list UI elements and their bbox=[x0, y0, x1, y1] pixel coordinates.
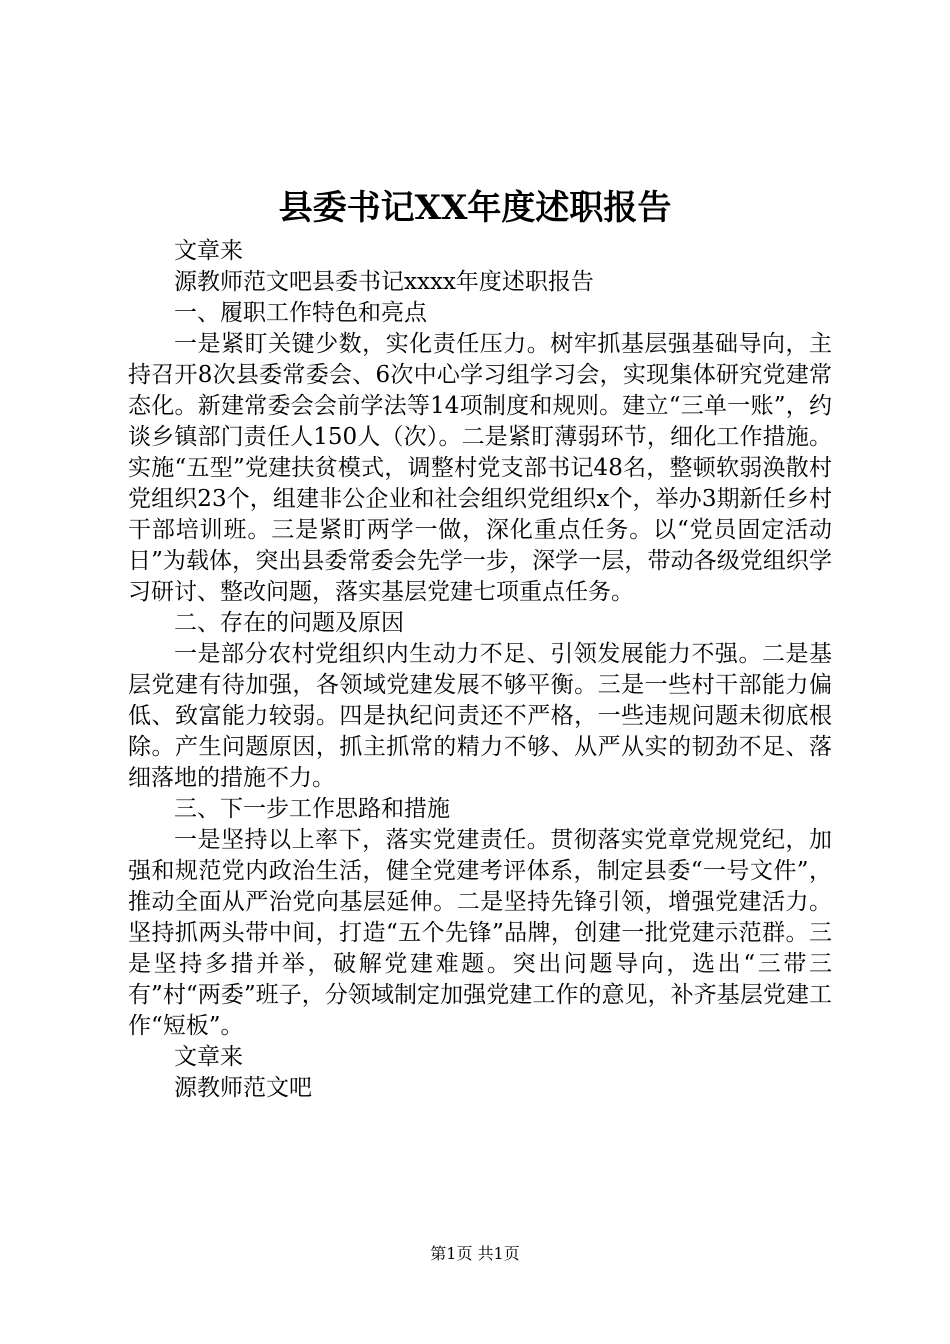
document-body bbox=[128, 236, 832, 1104]
page-footer: 第1页 共1页 bbox=[430, 1244, 520, 1263]
section-heading-3: 三、下一步工作思路和措施 bbox=[174, 796, 450, 822]
paragraph-source-line-4: 源教师范文吧 bbox=[174, 1075, 312, 1101]
section-heading-2: 二、存在的问题及原因 bbox=[174, 610, 404, 636]
paragraph-section-2-body: 一是部分农村党组织内生动力不足、引领发展能力不强。二是基层党建有待加强，各领域党建发展不够平衡。三是一些村干部能力偏低、致富能力较弱。四是执纪问责还不严格，一些违规问题未彻底根除。产生问题原因，抓主抓常的精力不够、从严从实的韧劲不足、落细落地的措施不力。 bbox=[128, 641, 832, 791]
paragraph-section-1-body: 一是紧盯关键少数，实化责任压力。树牢抓基层强基础导向，主持召开8次县委常委会、6次中心学习组学习会，实现集体研究党建常态化。新建常委会会前学法等14项制度和规则。建立“三单一账”，约谈乡镇部门责任人150人（次）。二是紧盯薄弱环节，细化工作措施。实施“五型”党建扶贫模式，调整村党支部书记48名，整顿软弱涣散村党组织23个，组建非公企业和社会组织党组织x个，举办3期新任乡村干部培训班。三是紧盯两学一做，深化重点任务。以“党员固定活动日”为载体，突出县委常委会先学一步，深学一层，带动各级党组织学习研讨、整改问题，落实基层党建七项重点任务。 bbox=[128, 331, 832, 605]
paragraph-section-3-body: 一是坚持以上率下，落实党建责任。贯彻落实党章党规党纪，加强和规范党内政治生活，健全党建考评体系，制定县委“一号文件”，推动全面从严治党向基层延伸。二是坚持先锋引领，增强党建活力。坚持抓两头带中间，打造“五个先锋”品牌，创建一批党建示范群。三是坚持多措并举，破解党建难题。突出问题导向，选出“三带三有”村“两委”班子，分领域制定加强党建工作的意见，补齐基层党建工作“短板”。 bbox=[128, 827, 832, 1039]
document-title: 县委书记XX年度述职报告 bbox=[278, 188, 672, 228]
paragraph-source-line-3: 文章来 bbox=[174, 1044, 243, 1070]
section-heading-1: 一、履职工作特色和亮点 bbox=[174, 300, 427, 326]
paragraph-source-line-1: 文章来 bbox=[174, 238, 243, 264]
paragraph-source-line-2: 源教师范文吧县委书记xxxx年度述职报告 bbox=[174, 269, 594, 295]
